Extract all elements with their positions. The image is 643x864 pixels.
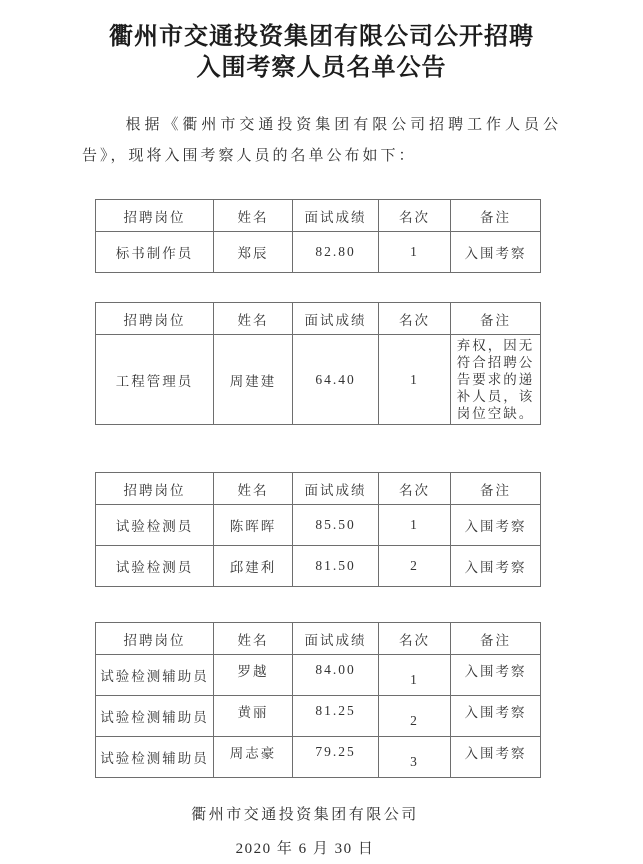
cell-interview-score: 79.25 [293, 732, 379, 773]
cell-name: 周志豪 [214, 732, 293, 773]
table-test-inspection-assistant [95, 622, 541, 778]
cell-name: 周建建 [214, 335, 293, 425]
header-interview-score: 面试成绩 [293, 473, 379, 505]
signature-company: 衢州市交通投资集团有限公司 [191, 807, 419, 823]
header-rank: 名次 [379, 623, 451, 655]
cell-name: 郑辰 [214, 232, 293, 273]
cell-interview-score: 85.50 [293, 505, 379, 546]
header-name: 姓名 [214, 473, 293, 505]
header-remark: 备注 [451, 200, 541, 232]
cell-position: 工程管理员 [96, 335, 214, 425]
page-title-line2: 入围考察人员名单公告 [196, 55, 447, 81]
cell-name: 邱建利 [214, 546, 293, 587]
header-position: 招聘岗位 [96, 200, 214, 232]
header-remark: 备注 [451, 623, 541, 655]
table-row [96, 696, 541, 737]
header-remark: 备注 [451, 473, 541, 505]
table-header-row [96, 303, 541, 335]
header-remark: 备注 [451, 303, 541, 335]
table-project-manager [95, 302, 541, 425]
cell-remark: 入围考察 [451, 732, 541, 773]
cell-interview-score: 81.50 [293, 546, 379, 587]
table-row [96, 335, 541, 425]
cell-rank: 1 [379, 232, 451, 273]
table-bid-document-maker [95, 199, 541, 273]
cell-rank: 1 [379, 505, 451, 546]
header-interview-score: 面试成绩 [293, 303, 379, 335]
page-title [82, 22, 561, 84]
header-position: 招聘岗位 [96, 303, 214, 335]
cell-remark: 入围考察 [451, 546, 541, 587]
cell-position: 标书制作员 [96, 232, 214, 273]
cell-rank: 1 [379, 335, 451, 425]
page-title-line1: 衢州市交通投资集团有限公司公开招聘 [109, 24, 534, 50]
header-rank: 名次 [379, 473, 451, 505]
header-name: 姓名 [214, 623, 293, 655]
cell-remark: 入围考察 [451, 650, 541, 691]
intro-paragraph: 根据《衢州市交通投资集团有限公司招聘工作人员公告》，现将入围考察人员的名单公布如下： [82, 117, 561, 164]
cell-position: 试验检测辅助员 [96, 737, 214, 778]
table-row [96, 737, 541, 778]
cell-name: 黄丽 [214, 691, 293, 732]
header-interview-score: 面试成绩 [293, 200, 379, 232]
header-position: 招聘岗位 [96, 473, 214, 505]
table-header-row [96, 473, 541, 505]
cell-remark: 弃权，因无符合招聘公告要求的递补人员，该岗位空缺。 [451, 335, 541, 425]
header-rank: 名次 [379, 200, 451, 232]
cell-rank: 3 [379, 742, 451, 783]
table-row [96, 232, 541, 273]
cell-interview-score: 64.40 [293, 335, 379, 425]
table-test-inspector [95, 472, 541, 587]
header-name: 姓名 [214, 303, 293, 335]
cell-interview-score: 84.00 [293, 650, 379, 691]
header-rank: 名次 [379, 303, 451, 335]
cell-remark: 入围考察 [451, 505, 541, 546]
table-header-row [96, 200, 541, 232]
header-position: 招聘岗位 [96, 623, 214, 655]
signature-date: 2020 年 6 月 30 日 [235, 841, 375, 857]
table-row [96, 655, 541, 696]
cell-name: 陈晖晖 [214, 505, 293, 546]
table-row [96, 505, 541, 546]
cell-interview-score: 81.25 [293, 691, 379, 732]
header-name: 姓名 [214, 200, 293, 232]
cell-position: 试验检测辅助员 [96, 655, 214, 696]
cell-rank: 2 [379, 701, 451, 742]
cell-remark: 入围考察 [451, 232, 541, 273]
cell-position: 试验检测员 [96, 505, 214, 546]
cell-rank: 1 [379, 660, 451, 701]
signature-block [135, 800, 475, 864]
cell-name: 罗越 [214, 650, 293, 691]
cell-remark: 入围考察 [451, 691, 541, 732]
cell-rank: 2 [379, 546, 451, 587]
cell-position: 试验检测员 [96, 546, 214, 587]
cell-interview-score: 82.80 [293, 232, 379, 273]
table-row [96, 546, 541, 587]
header-interview-score: 面试成绩 [293, 623, 379, 655]
cell-position: 试验检测辅助员 [96, 696, 214, 737]
